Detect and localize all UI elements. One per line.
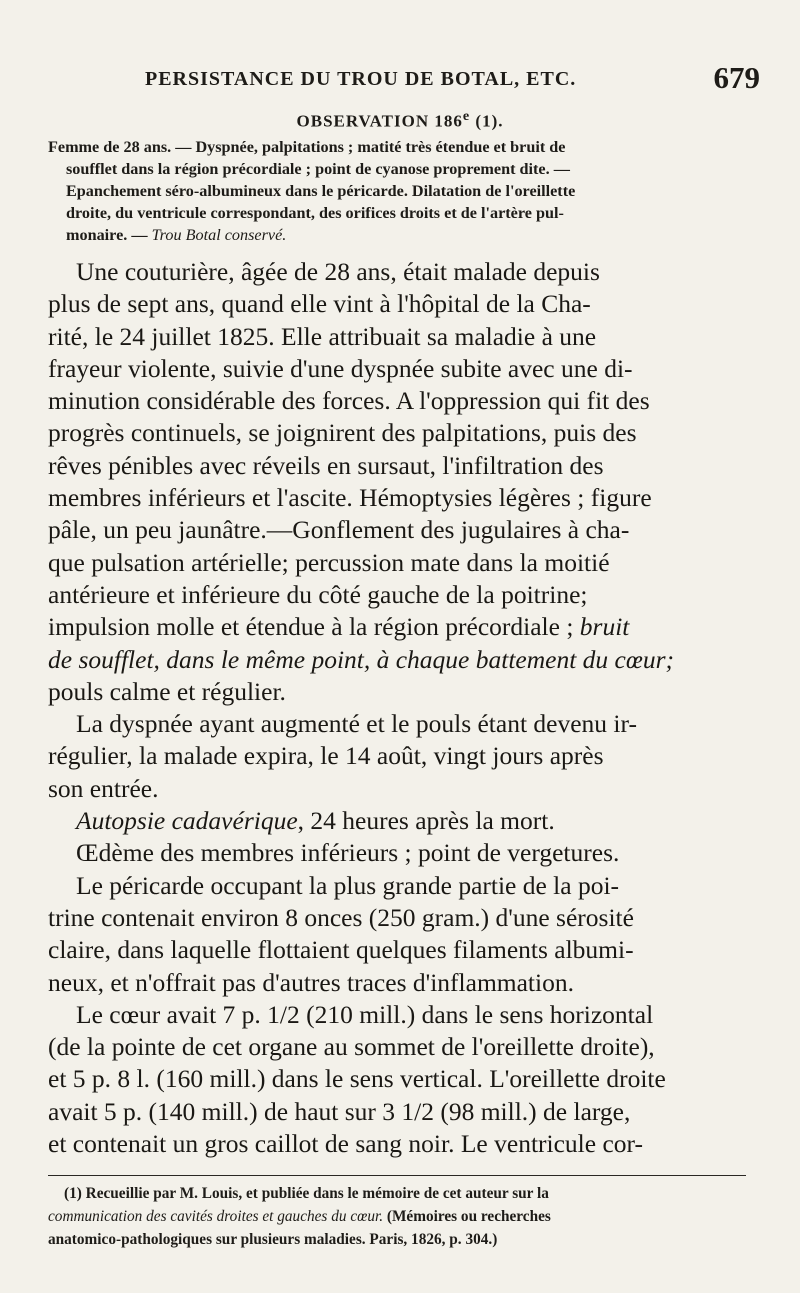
text-segment: impulsion molle et étendue à la région précordiale ; xyxy=(48,612,580,642)
text-line: pouls calme et régulier. xyxy=(48,676,286,706)
text-line: rité, le 24 juillet 1825. Elle attribuait sa maladie à une xyxy=(48,321,597,351)
running-title: PERSISTANCE DU TROU DE BOTAL, ETC. xyxy=(145,68,577,90)
text-line: frayeur violente, suivie d'une dyspnée subite avec une di- xyxy=(48,353,633,383)
text-line: Le cœur avait 7 p. 1/2 (210 mill.) dans le sens horizontal xyxy=(76,999,654,1029)
text-segment: , 24 heures après la mort. xyxy=(297,806,555,836)
summary-line: droite, du ventricule correspondant, des orifices droits et de l'artère pul- xyxy=(66,204,564,222)
text-line: régulier, la malade expira, le 14 août, vingt jours après xyxy=(48,741,604,771)
summary-last-prefix: monaire. — xyxy=(66,226,152,244)
text-line: et contenait un gros caillot de sang noir. Le ventricule cor- xyxy=(48,1129,643,1159)
footnote xyxy=(48,1182,750,1251)
text-line xyxy=(48,611,748,643)
page-number: 679 xyxy=(713,60,760,95)
summary-last-italic: Trou Botal conservé. xyxy=(151,226,287,244)
text-line: Une couturière, âgée de 28 ans, était malade depuis xyxy=(76,257,600,286)
text-line: que pulsation artérielle; percussion mate dans la moitié xyxy=(48,547,610,577)
observation-title xyxy=(0,108,800,132)
text-italic-segment: bruit xyxy=(579,612,630,642)
text-line xyxy=(48,805,748,837)
text-line: plus de sept ans, quand elle vint à l'hôpital de la Cha- xyxy=(48,289,591,319)
summary-line: soufflet dans la région précordiale ; point de cyanose proprement dite. — xyxy=(66,160,570,178)
running-head xyxy=(40,60,760,100)
text-line: progrès continuels, se joignirent des palpitations, puis des xyxy=(48,418,637,448)
observation-title-sup: e xyxy=(462,108,471,124)
footnote-segment: (Mémoires ou recherches xyxy=(383,1208,551,1225)
text-italic-segment: de soufflet, dans le même point, à chaque battement du cœur; xyxy=(48,644,675,674)
footnote-line: anatomico-pathologiques sur plusieurs maladies. Paris, 1826, p. 304.) xyxy=(48,1231,498,1248)
text-line: rêves pénibles avec réveils en sursaut, l'infiltration des xyxy=(48,450,604,480)
body-text xyxy=(48,256,748,1160)
text-line: Le péricarde occupant la plus grande partie de la poi- xyxy=(76,870,620,900)
observation-footnote-ref: (1). xyxy=(475,111,504,131)
text-line xyxy=(48,644,748,676)
text-line: (de la pointe de cet organe au sommet de l'oreillette droite), xyxy=(48,1032,655,1062)
text-line: trine contenait environ 8 onces (250 gram.) d'une sérosité xyxy=(48,902,634,932)
text-line: antérieure et inférieure du côté gauche de la poitrine; xyxy=(48,579,588,609)
text-line: Œdème des membres inférieurs ; point de vergetures. xyxy=(76,838,620,868)
text-line: minution considérable des forces. A l'oppression qui fit des xyxy=(48,386,650,416)
text-line: pâle, un peu jaunâtre.—Gonflement des jugulaires à cha- xyxy=(48,515,630,545)
text-line: claire, dans laquelle flottaient quelques filaments albumi- xyxy=(48,935,634,965)
text-line: neux, et n'offrait pas d'autres traces d'inflammation. xyxy=(48,967,574,997)
text-line: son entrée. xyxy=(48,773,159,803)
footnote-line xyxy=(48,1205,750,1228)
text-line: La dyspnée ayant augmenté et le pouls étant devenu ir- xyxy=(76,709,637,739)
text-line: et 5 p. 8 l. (160 mill.) dans le sens vertical. L'oreillette droite xyxy=(48,1064,666,1094)
footnote-italic: communication des cavités droites et gauches du cœur. xyxy=(48,1208,384,1225)
text-line: avait 5 p. (140 mill.) de haut sur 3 1/2 (98 mill.) de large, xyxy=(48,1096,631,1126)
text-line: membres inférieurs et l'ascite. Hémoptysies légères ; figure xyxy=(48,483,652,513)
summary-line xyxy=(48,224,754,246)
case-summary xyxy=(48,136,754,246)
summary-line: Epanchement séro-albumineux dans le péricarde. Dilatation de l'oreillette xyxy=(66,182,576,200)
summary-line: Femme de 28 ans. — Dyspnée, palpitations ; matité très étendue et bruit de xyxy=(48,138,566,156)
footnote-divider xyxy=(48,1175,746,1176)
observation-title-text: OBSERVATION 186 xyxy=(296,111,463,131)
footnote-line: (1) Recueillie par M. Louis, et publiée dans le mémoire de cet auteur sur la xyxy=(64,1185,549,1202)
autopsy-heading: Autopsie cadavérique xyxy=(76,806,298,836)
